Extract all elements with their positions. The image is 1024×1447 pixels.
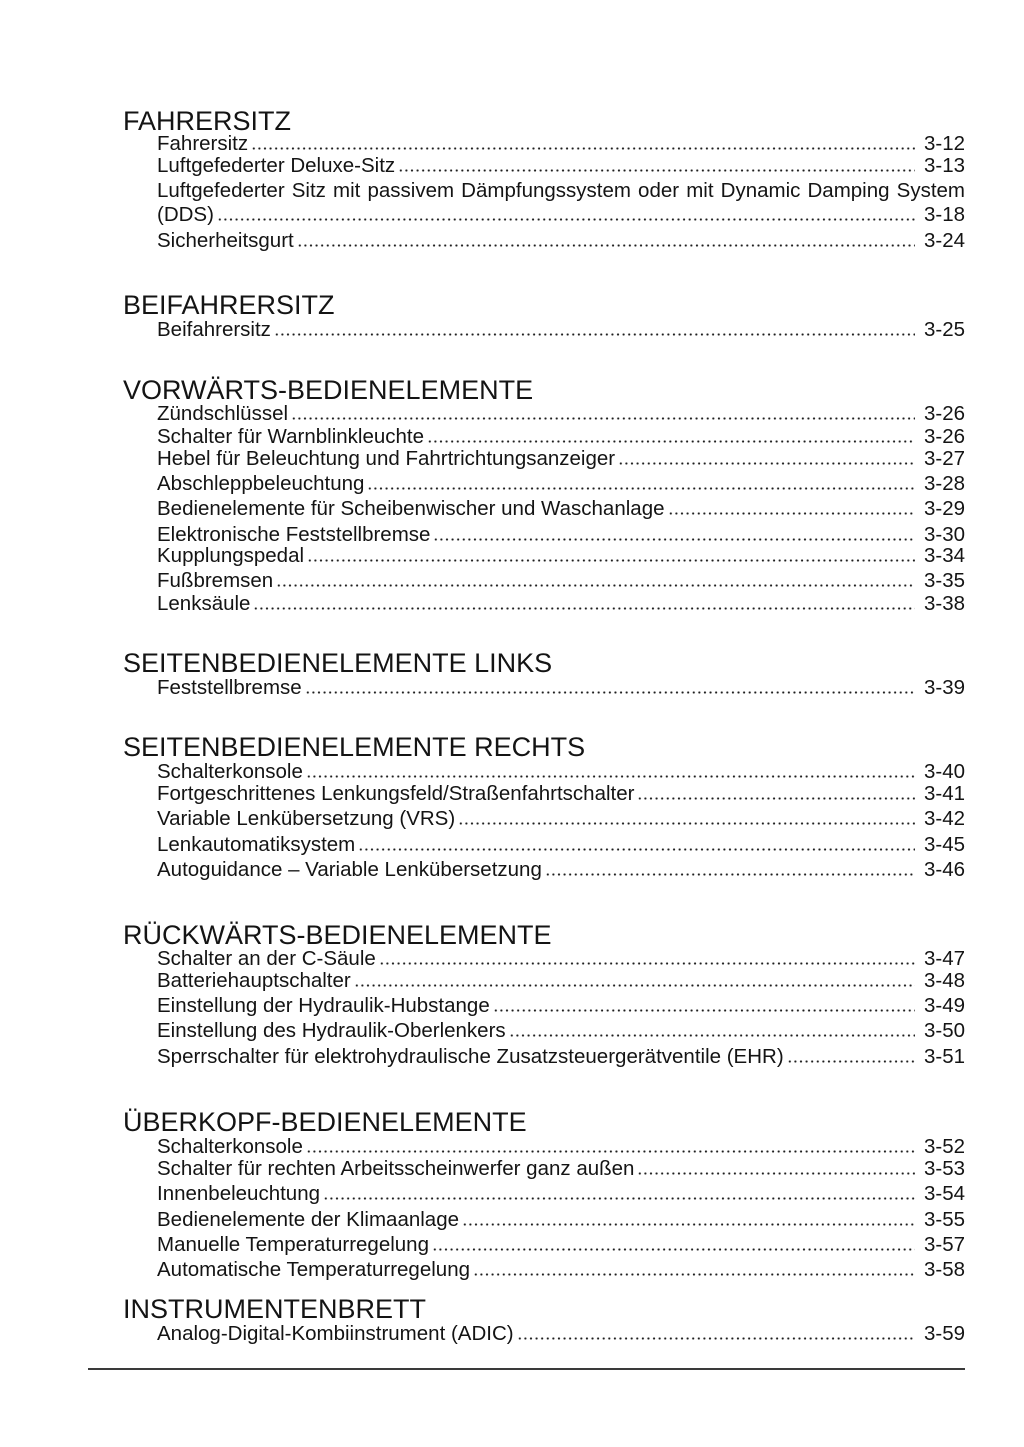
- entry-title: Fußbremsen: [157, 569, 274, 592]
- toc-entry: [157, 1046, 965, 1068]
- entry-page-number: 3-12: [923, 132, 965, 155]
- entry-title: Abschleppbeleuchtung: [157, 472, 365, 495]
- toc-entry: [157, 761, 965, 783]
- dot-leader: [217, 218, 915, 221]
- toc-entry: [157, 593, 965, 615]
- toc-entry: [157, 1136, 965, 1158]
- dot-leader: [251, 147, 915, 150]
- entry-page-number: 3-26: [923, 425, 965, 448]
- toc-entry: [157, 677, 965, 699]
- entry-page-number: 3-42: [923, 807, 965, 830]
- toc-entry: [157, 448, 965, 470]
- dot-leader: [379, 962, 915, 965]
- entry-page-number: 3-24: [923, 229, 965, 252]
- entry-title: Automatische Temperaturregelung: [157, 1258, 470, 1281]
- toc-entry: [157, 834, 965, 856]
- entry-continuation-row: [157, 204, 965, 226]
- entry-title: Schalterkonsole: [157, 1135, 303, 1158]
- entry-title: Schalter an der C-Säule: [157, 947, 376, 970]
- entry-page-number: 3-54: [923, 1182, 965, 1205]
- toc-entry: [157, 859, 965, 881]
- toc-entry: [157, 155, 965, 177]
- section-heading: RÜCKWÄRTS-BEDIENELEMENTE: [123, 920, 552, 950]
- entry-page-number: 3-28: [923, 472, 965, 495]
- entry-title: Schalter für rechten Arbeitsscheinwerfer ganz außen: [157, 1157, 635, 1180]
- entry-page-number: 3-46: [923, 858, 965, 881]
- entry-title: Sicherheitsgurt: [157, 229, 294, 252]
- dot-leader: [493, 1009, 915, 1012]
- entry-page-number: 3-38: [923, 592, 965, 615]
- section-heading: INSTRUMENTENBRETT: [123, 1294, 426, 1324]
- entry-page-number: 3-47: [923, 947, 965, 970]
- dot-leader: [306, 1150, 915, 1153]
- dot-leader: [354, 984, 915, 987]
- toc-entry: [157, 1234, 965, 1256]
- toc-entry: [157, 1323, 965, 1345]
- entry-page-number: 3-52: [923, 1135, 965, 1158]
- entry-page-number: 3-41: [923, 782, 965, 805]
- toc-entry: [157, 524, 965, 546]
- entry-page-number: 3-57: [923, 1233, 965, 1256]
- entry-title: Feststellbremse: [157, 676, 302, 699]
- entry-title-line: (DDS): [157, 203, 214, 226]
- entry-title-line: Luftgefederter Sitz mit passivem Dämpfungssystem oder mit Dynamic Damping System: [157, 179, 965, 202]
- dot-leader: [545, 873, 915, 876]
- section-heading: BEIFAHRERSITZ: [123, 290, 335, 320]
- entry-page-number: 3-59: [923, 1322, 965, 1345]
- toc-entry: [157, 1020, 965, 1042]
- toc-entry: [157, 783, 965, 805]
- dot-leader: [637, 1172, 915, 1175]
- entry-title: Elektronische Feststellbremse: [157, 523, 431, 546]
- toc-entry: [157, 995, 965, 1017]
- dot-leader: [462, 1223, 915, 1226]
- entry-page-number: 3-53: [923, 1157, 965, 1180]
- entry-title: Lenkautomatiksystem: [157, 833, 356, 856]
- dot-leader: [398, 169, 915, 172]
- dot-leader: [307, 559, 915, 562]
- dot-leader: [367, 487, 915, 490]
- toc-entry: [157, 473, 965, 495]
- entry-page-number: 3-18: [923, 203, 965, 226]
- dot-leader: [509, 1034, 915, 1037]
- entry-page-number: 3-29: [923, 497, 965, 520]
- entry-page-number: 3-50: [923, 1019, 965, 1042]
- entry-page-number: 3-51: [923, 1045, 965, 1068]
- toc-entry: [157, 1209, 965, 1231]
- section-heading: VORWÄRTS-BEDIENELEMENTE: [123, 375, 534, 405]
- toc-entry: [157, 948, 965, 970]
- dot-leader: [291, 417, 915, 420]
- entry-title: Zündschlüssel: [157, 402, 289, 425]
- entry-title: Innenbeleuchtung: [157, 1182, 321, 1205]
- entry-title: Sperrschalter für elektrohydraulische Zusatzsteuergerätventile (EHR): [157, 1045, 784, 1068]
- entry-title: Manuelle Temperaturregelung: [157, 1233, 429, 1256]
- section-heading: FAHRERSITZ: [123, 106, 292, 136]
- entry-title: Lenksäule: [157, 592, 251, 615]
- dot-leader: [358, 848, 915, 851]
- toc-entry: [157, 426, 965, 448]
- dot-leader: [458, 822, 915, 825]
- entry-title: Bedienelemente der Klimaanlage: [157, 1208, 460, 1231]
- entry-page-number: 3-49: [923, 994, 965, 1017]
- dot-leader: [305, 691, 915, 694]
- entry-title: Batteriehauptschalter: [157, 969, 351, 992]
- entry-page-number: 3-13: [923, 154, 965, 177]
- entry-title: Schalter für Warnblinkleuchte: [157, 425, 425, 448]
- toc-entry: [157, 133, 965, 155]
- toc-entry: [157, 545, 965, 567]
- entry-title: Schalterkonsole: [157, 760, 303, 783]
- dot-leader: [668, 512, 915, 515]
- entry-title: Luftgefederter Deluxe-Sitz: [157, 154, 396, 177]
- entry-title: Kupplungspedal: [157, 544, 305, 567]
- section-heading: SEITENBEDIENELEMENTE LINKS: [123, 648, 553, 678]
- bottom-divider: [88, 1368, 965, 1370]
- entry-page-number: 3-48: [923, 969, 965, 992]
- toc-entry: [157, 498, 965, 520]
- section-heading: SEITENBEDIENELEMENTE RECHTS: [123, 732, 586, 762]
- toc-entry: [157, 808, 965, 830]
- toc-entry: [157, 1259, 965, 1281]
- entry-page-number: 3-30: [923, 523, 965, 546]
- toc-entry: [157, 319, 965, 341]
- entry-title: Analog-Digital-Kombiinstrument (ADIC): [157, 1322, 514, 1345]
- entry-title: Fahrersitz: [157, 132, 249, 155]
- dot-leader: [637, 797, 915, 800]
- dot-leader: [253, 607, 915, 610]
- entry-page-number: 3-39: [923, 676, 965, 699]
- entry-page-number: 3-35: [923, 569, 965, 592]
- dot-leader: [787, 1060, 915, 1063]
- dot-leader: [306, 775, 915, 778]
- toc-entry: [157, 570, 965, 592]
- entry-page-number: 3-45: [923, 833, 965, 856]
- dot-leader: [297, 244, 915, 247]
- entry-title: Autoguidance – Variable Lenkübersetzung: [157, 858, 542, 881]
- entry-title: Fortgeschrittenes Lenkungsfeld/Straßenfahrtschalter: [157, 782, 635, 805]
- entry-title: Bedienelemente für Scheibenwischer und Waschanlage: [157, 497, 665, 520]
- entry-page-number: 3-27: [923, 447, 965, 470]
- toc-entry: [157, 970, 965, 992]
- entry-page-number: 3-55: [923, 1208, 965, 1231]
- entry-title: Beifahrersitz: [157, 318, 271, 341]
- entry-title: Hebel für Beleuchtung und Fahrtrichtungsanzeiger: [157, 447, 616, 470]
- entry-page-number: 3-26: [923, 402, 965, 425]
- dot-leader: [432, 1248, 915, 1251]
- entry-title: Einstellung des Hydraulik-Oberlenkers: [157, 1019, 506, 1042]
- section-heading: ÜBERKOPF-BEDIENELEMENTE: [123, 1107, 527, 1137]
- dot-leader: [433, 538, 915, 541]
- dot-leader: [473, 1273, 915, 1276]
- dot-leader: [274, 333, 915, 336]
- entry-title: Variable Lenkübersetzung (VRS): [157, 807, 456, 830]
- dot-leader: [517, 1337, 915, 1340]
- entry-title: Einstellung der Hydraulik-Hubstange: [157, 994, 490, 1017]
- toc-entry: [157, 403, 965, 425]
- entry-page-number: 3-34: [923, 544, 965, 567]
- dot-leader: [276, 584, 915, 587]
- entry-page-number: 3-25: [923, 318, 965, 341]
- dot-leader: [427, 440, 915, 443]
- dot-leader: [323, 1197, 915, 1200]
- toc-entry: [157, 1183, 965, 1205]
- toc-entry: [157, 230, 965, 252]
- entry-page-number: 3-40: [923, 760, 965, 783]
- entry-page-number: 3-58: [923, 1258, 965, 1281]
- dot-leader: [618, 462, 915, 465]
- toc-entry: [157, 1158, 965, 1180]
